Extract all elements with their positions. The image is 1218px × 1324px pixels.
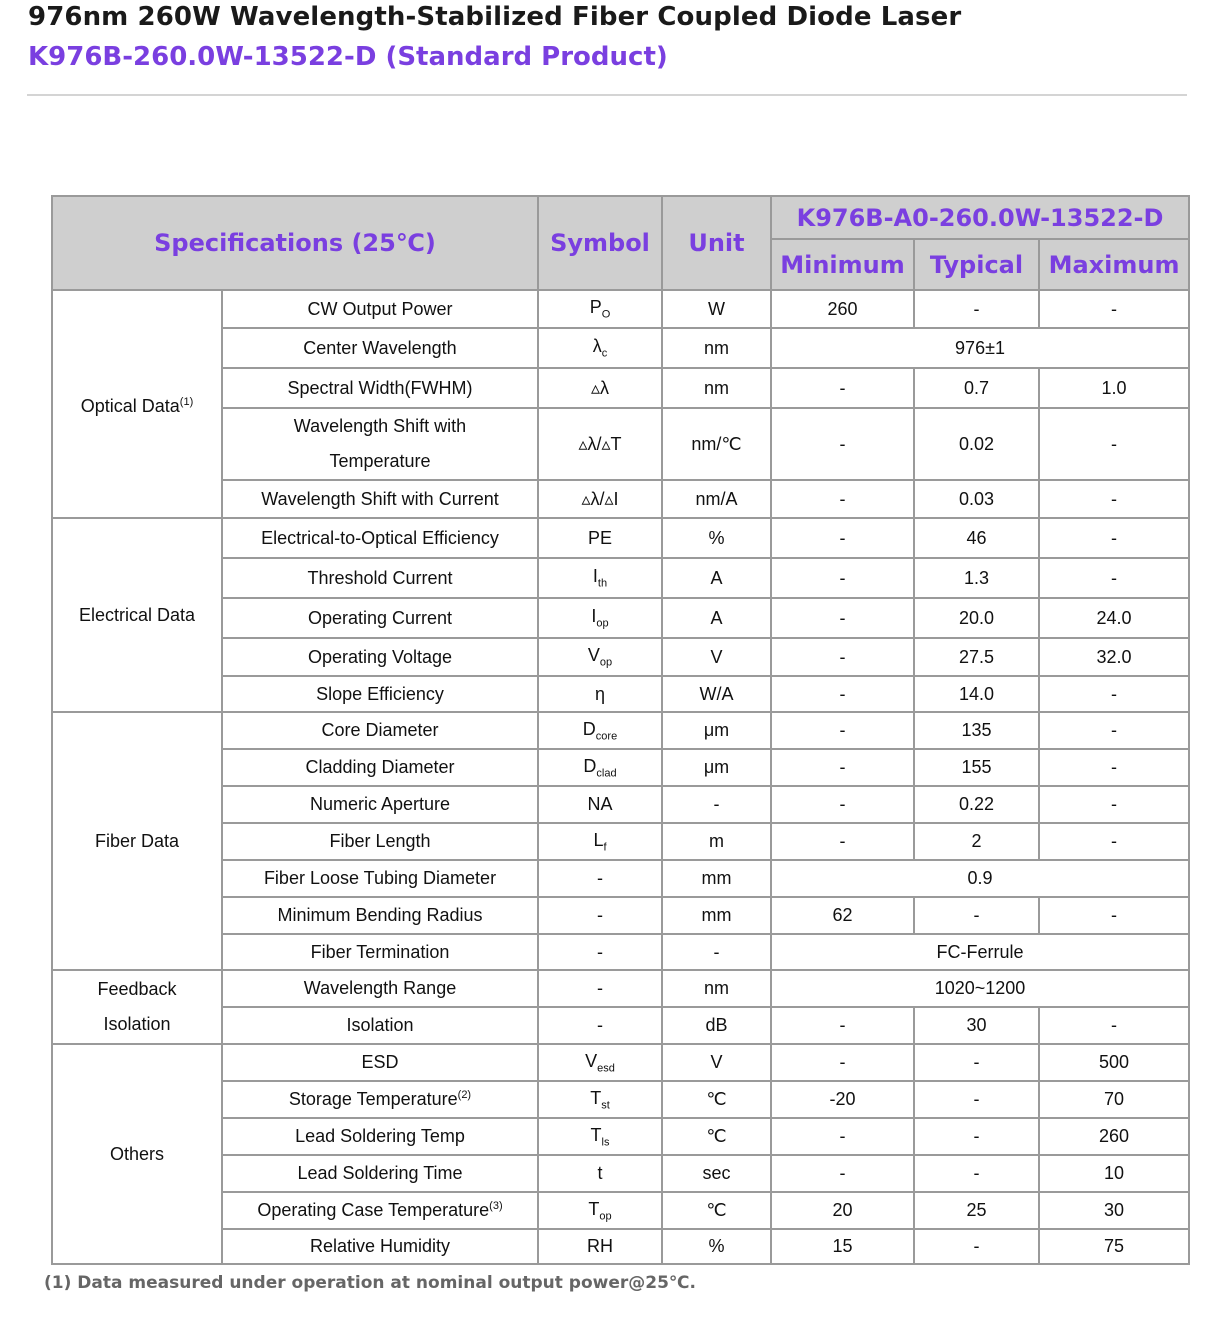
value-min-cell: - xyxy=(771,368,914,408)
value-max-cell: 70 xyxy=(1039,1081,1189,1118)
table-row xyxy=(52,823,1189,860)
symbol-subscript: c xyxy=(601,347,608,360)
group-label-text: Optical Data xyxy=(80,395,180,416)
symbol-cell xyxy=(538,368,662,408)
table-row xyxy=(52,1155,1189,1192)
parameter-name: Threshold Current xyxy=(307,567,453,588)
parameter-name: Core Diameter xyxy=(321,720,439,740)
value-min-cell: 15 xyxy=(771,1229,914,1264)
table-row xyxy=(52,1007,1189,1044)
symbol-text: ▵λ/▵I xyxy=(581,488,619,509)
symbol-cell xyxy=(538,676,662,712)
symbol-text: PE xyxy=(587,527,612,548)
value-typ-cell: - xyxy=(914,1155,1039,1192)
footnote: (1) Data measured under operation at nominal output power@25℃. xyxy=(44,1273,696,1293)
unit-cell: ℃ xyxy=(662,1192,771,1229)
value-max-cell: - xyxy=(1039,518,1189,558)
parameter-name: Cladding Diameter xyxy=(305,757,455,777)
footnote-marker: (1) xyxy=(179,395,194,408)
table-row xyxy=(52,1229,1189,1264)
group-label-text: Fiber Data xyxy=(94,830,180,851)
value-min-cell: 62 xyxy=(771,897,914,934)
symbol-cell xyxy=(538,970,662,1007)
unit-cell: W/A xyxy=(662,676,771,712)
value-min-cell: - xyxy=(771,676,914,712)
symbol-text: η xyxy=(594,683,605,704)
symbol-cell xyxy=(538,1155,662,1192)
symbol-cell xyxy=(538,1229,662,1264)
document-title: 976nm 260W Wavelength-Stabilized Fiber Coupled Diode Laser xyxy=(28,2,962,32)
table-row xyxy=(52,749,1189,786)
value-max-cell: - xyxy=(1039,749,1189,786)
parameter-cell xyxy=(222,676,538,712)
symbol-cell xyxy=(538,786,662,823)
parameter-line: Wavelength Shift with xyxy=(293,416,467,436)
symbol-cell xyxy=(538,1118,662,1155)
unit-cell: A xyxy=(662,598,771,638)
value-span-cell: FC-Ferrule xyxy=(771,934,1189,970)
parameter-name: Numeric Aperture xyxy=(309,794,451,814)
parameter-name: ESD xyxy=(361,1052,399,1072)
parameter-cell xyxy=(222,860,538,897)
unit-cell: - xyxy=(662,934,771,970)
value-typ-cell: 0.03 xyxy=(914,480,1039,518)
value-typ-cell: - xyxy=(914,1118,1039,1155)
table-row xyxy=(52,518,1189,558)
value-min-cell: - xyxy=(771,749,914,786)
parameter-cell xyxy=(222,1155,538,1192)
parameter-name: Slope Efficiency xyxy=(316,683,444,704)
symbol-subscript: op xyxy=(599,656,613,669)
symbol-subscript: core xyxy=(595,730,618,743)
parameter-cell xyxy=(222,1081,538,1118)
value-min-cell: - xyxy=(771,480,914,518)
unit-cell: sec xyxy=(662,1155,771,1192)
unit-cell: μm xyxy=(662,712,771,749)
symbol-text: - xyxy=(597,1015,603,1035)
value-max-cell: - xyxy=(1039,558,1189,598)
table-row xyxy=(52,1118,1189,1155)
header-model: K976B-A0-260.0W-13522-D xyxy=(771,196,1189,239)
group-label-feedback-isolation xyxy=(52,970,222,1044)
value-max-cell: - xyxy=(1039,823,1189,860)
value-span-cell: 976±1 xyxy=(771,328,1189,368)
table-row xyxy=(52,408,1189,480)
header-specifications: Specifications (25℃) xyxy=(52,196,538,290)
symbol-subscript: op xyxy=(596,617,609,630)
value-typ-cell: - xyxy=(914,1044,1039,1081)
table-row xyxy=(52,638,1189,676)
symbol-cell xyxy=(538,1007,662,1044)
table-row xyxy=(52,368,1189,408)
value-min-cell: - xyxy=(771,1155,914,1192)
value-max-cell: 75 xyxy=(1039,1229,1189,1264)
value-typ-cell: - xyxy=(914,1229,1039,1264)
table-row xyxy=(52,328,1189,368)
parameter-name: Operating Voltage xyxy=(307,646,453,667)
value-min-cell: - xyxy=(771,518,914,558)
header-maximum: Maximum xyxy=(1039,239,1189,290)
symbol-cell xyxy=(538,749,662,786)
parameter-name: Fiber Loose Tubing Diameter xyxy=(263,868,497,888)
value-min-cell: -20 xyxy=(771,1081,914,1118)
symbol-subscript: th xyxy=(597,577,608,590)
symbol-text: - xyxy=(597,941,603,962)
parameter-cell xyxy=(222,408,538,480)
table-row xyxy=(52,786,1189,823)
value-min-cell: 260 xyxy=(771,290,914,328)
symbol-cell xyxy=(538,328,662,368)
table-row xyxy=(52,558,1189,598)
symbol-cell xyxy=(538,408,662,480)
group-label-electrical xyxy=(52,518,222,712)
parameter-name: Lead Soldering Temp xyxy=(295,1126,465,1146)
table-row xyxy=(52,676,1189,712)
parameter-cell xyxy=(222,1192,538,1229)
parameter-cell xyxy=(222,480,538,518)
parameter-name: Operating Current xyxy=(307,607,453,628)
symbol-cell xyxy=(538,1044,662,1081)
value-max-cell: - xyxy=(1039,290,1189,328)
unit-cell: nm xyxy=(662,328,771,368)
value-typ-cell: 0.7 xyxy=(914,368,1039,408)
unit-cell: ℃ xyxy=(662,1081,771,1118)
unit-cell: ℃ xyxy=(662,1118,771,1155)
value-min-cell: - xyxy=(771,1044,914,1081)
unit-cell: nm xyxy=(662,368,771,408)
symbol-cell xyxy=(538,897,662,934)
parameter-name: Electrical-to-Optical Efficiency xyxy=(261,527,499,548)
symbol-cell xyxy=(538,518,662,558)
value-max-cell: 24.0 xyxy=(1039,598,1189,638)
value-max-cell: 32.0 xyxy=(1039,638,1189,676)
value-max-cell: - xyxy=(1039,676,1189,712)
unit-cell: mm xyxy=(662,897,771,934)
parameter-name: Operating Case Temperature xyxy=(257,1200,490,1220)
symbol-text: P xyxy=(589,297,602,318)
value-typ-cell: 155 xyxy=(914,749,1039,786)
parameter-cell xyxy=(222,290,538,328)
symbol-text: t xyxy=(597,1163,603,1183)
table-row xyxy=(52,860,1189,897)
unit-cell: m xyxy=(662,823,771,860)
header-unit: Unit xyxy=(662,196,771,290)
symbol-cell xyxy=(538,558,662,598)
value-typ-cell: 14.0 xyxy=(914,676,1039,712)
value-typ-cell: 46 xyxy=(914,518,1039,558)
value-max-cell: 30 xyxy=(1039,1192,1189,1229)
value-min-cell: - xyxy=(771,1118,914,1155)
table-row xyxy=(52,598,1189,638)
symbol-text: T xyxy=(590,1087,602,1108)
symbol-text: D xyxy=(583,755,597,776)
value-max-cell: 500 xyxy=(1039,1044,1189,1081)
parameter-name: Spectral Width(FWHM) xyxy=(287,377,473,398)
symbol-cell xyxy=(538,712,662,749)
footnote-marker: (2) xyxy=(457,1089,472,1101)
table-row xyxy=(52,712,1189,749)
parameter-cell xyxy=(222,598,538,638)
value-min-cell: - xyxy=(771,786,914,823)
symbol-subscript: esd xyxy=(597,1062,615,1075)
group-label-fiber xyxy=(52,712,222,970)
value-typ-cell: 25 xyxy=(914,1192,1039,1229)
parameter-name: Lead Soldering Time xyxy=(297,1163,463,1183)
value-min-cell: 20 xyxy=(771,1192,914,1229)
parameter-name: Minimum Bending Radius xyxy=(277,905,483,925)
unit-cell: mm xyxy=(662,860,771,897)
parameter-cell xyxy=(222,897,538,934)
value-typ-cell: 20.0 xyxy=(914,598,1039,638)
symbol-text: V xyxy=(587,645,600,666)
symbol-cell xyxy=(538,638,662,676)
symbol-text: ▵λ xyxy=(590,377,610,398)
value-max-cell: - xyxy=(1039,712,1189,749)
parameter-cell xyxy=(222,934,538,970)
value-max-cell: - xyxy=(1039,786,1189,823)
table-row xyxy=(52,1081,1189,1118)
spec-table xyxy=(51,195,1190,1265)
value-span-cell: 0.9 xyxy=(771,860,1189,897)
symbol-cell xyxy=(538,934,662,970)
symbol-subscript: O xyxy=(601,308,611,321)
value-max-cell: 260 xyxy=(1039,1118,1189,1155)
symbol-text: λ xyxy=(592,336,602,357)
value-max-cell: - xyxy=(1039,408,1189,480)
symbol-subscript: f xyxy=(603,841,607,854)
value-min-cell: - xyxy=(771,598,914,638)
symbol-subscript: st xyxy=(601,1099,610,1112)
group-label-text: Others xyxy=(109,1143,165,1164)
parameter-line: Temperature xyxy=(329,451,431,471)
parameter-cell xyxy=(222,518,538,558)
value-typ-cell: 27.5 xyxy=(914,638,1039,676)
table-row xyxy=(52,897,1189,934)
symbol-cell xyxy=(538,290,662,328)
symbol-cell xyxy=(538,598,662,638)
group-label-others xyxy=(52,1044,222,1264)
unit-cell: V xyxy=(662,638,771,676)
symbol-text: I xyxy=(591,606,597,627)
parameter-name: Center Wavelength xyxy=(303,337,457,358)
value-min-cell: - xyxy=(771,712,914,749)
value-max-cell: 10 xyxy=(1039,1155,1189,1192)
value-typ-cell: 1.3 xyxy=(914,558,1039,598)
parameter-name: Relative Humidity xyxy=(309,1236,451,1256)
parameter-name: Isolation xyxy=(346,1015,414,1035)
group-label-text: Electrical Data xyxy=(78,604,196,625)
symbol-text: I xyxy=(592,566,598,587)
parameter-name: Wavelength Range xyxy=(303,978,457,998)
symbol-text: T xyxy=(588,1198,600,1219)
value-typ-cell: 0.02 xyxy=(914,408,1039,480)
value-typ-cell: 30 xyxy=(914,1007,1039,1044)
symbol-subscript: op xyxy=(599,1210,612,1223)
parameter-name: Fiber Length xyxy=(329,831,431,851)
value-span-cell: 1020~1200 xyxy=(771,970,1189,1007)
value-typ-cell: 0.22 xyxy=(914,786,1039,823)
unit-cell: % xyxy=(662,518,771,558)
symbol-cell xyxy=(538,1192,662,1229)
unit-cell: - xyxy=(662,786,771,823)
table-row xyxy=(52,1192,1189,1229)
unit-cell: nm/℃ xyxy=(662,408,771,480)
unit-cell: nm/A xyxy=(662,480,771,518)
parameter-cell xyxy=(222,328,538,368)
header-symbol: Symbol xyxy=(538,196,662,290)
symbol-text: - xyxy=(597,868,603,888)
table-row xyxy=(52,934,1189,970)
value-max-cell: 1.0 xyxy=(1039,368,1189,408)
value-typ-cell: - xyxy=(914,290,1039,328)
symbol-text: - xyxy=(597,978,603,998)
parameter-cell xyxy=(222,1229,538,1264)
symbol-text: T xyxy=(590,1124,602,1145)
parameter-name: Storage Temperature xyxy=(288,1089,458,1109)
header-minimum: Minimum xyxy=(771,239,914,290)
parameter-cell xyxy=(222,786,538,823)
unit-cell: % xyxy=(662,1229,771,1264)
group-label-line: Isolation xyxy=(103,1014,171,1034)
parameter-cell xyxy=(222,1007,538,1044)
table-row xyxy=(52,290,1189,328)
value-min-cell: - xyxy=(771,408,914,480)
unit-cell: nm xyxy=(662,970,771,1007)
group-label-line: Feedback xyxy=(97,979,177,999)
unit-cell: μm xyxy=(662,749,771,786)
value-typ-cell: - xyxy=(914,897,1039,934)
value-typ-cell: - xyxy=(914,1081,1039,1118)
parameter-cell xyxy=(222,368,538,408)
parameter-cell xyxy=(222,638,538,676)
table-row xyxy=(52,970,1189,1007)
symbol-cell xyxy=(538,480,662,518)
header-typical: Typical xyxy=(914,239,1039,290)
parameter-cell xyxy=(222,712,538,749)
symbol-text: - xyxy=(597,905,603,925)
value-max-cell: - xyxy=(1039,1007,1189,1044)
symbol-text: NA xyxy=(587,794,613,814)
table-row xyxy=(52,480,1189,518)
group-label-optical xyxy=(52,290,222,518)
parameter-cell xyxy=(222,1118,538,1155)
parameter-cell xyxy=(222,749,538,786)
symbol-text: RH xyxy=(587,1236,613,1256)
parameter-cell xyxy=(222,970,538,1007)
value-min-cell: - xyxy=(771,823,914,860)
parameter-name: Fiber Termination xyxy=(310,941,450,962)
symbol-text: ▵λ/▵T xyxy=(578,433,622,454)
symbol-subscript: clad xyxy=(596,767,617,780)
value-typ-cell: 135 xyxy=(914,712,1039,749)
symbol-text: D xyxy=(582,718,596,739)
value-min-cell: - xyxy=(771,638,914,676)
symbol-cell xyxy=(538,823,662,860)
footnote-marker: (3) xyxy=(489,1200,503,1212)
value-max-cell: - xyxy=(1039,897,1189,934)
symbol-subscript: ls xyxy=(601,1136,610,1149)
value-min-cell: - xyxy=(771,1007,914,1044)
spec-table-body xyxy=(52,290,1189,1264)
divider xyxy=(27,94,1187,96)
value-typ-cell: 2 xyxy=(914,823,1039,860)
parameter-name: Wavelength Shift with Current xyxy=(261,488,499,509)
parameter-cell xyxy=(222,823,538,860)
table-row xyxy=(52,1044,1189,1081)
parameter-cell xyxy=(222,1044,538,1081)
parameter-cell xyxy=(222,558,538,598)
symbol-text: L xyxy=(593,829,604,850)
symbol-cell xyxy=(538,860,662,897)
unit-cell: W xyxy=(662,290,771,328)
unit-cell: V xyxy=(662,1044,771,1081)
symbol-text: V xyxy=(585,1050,598,1071)
symbol-cell xyxy=(538,1081,662,1118)
unit-cell: dB xyxy=(662,1007,771,1044)
value-min-cell: - xyxy=(771,558,914,598)
value-max-cell: - xyxy=(1039,480,1189,518)
unit-cell: A xyxy=(662,558,771,598)
parameter-name: CW Output Power xyxy=(307,298,453,319)
product-subtitle: K976B-260.0W-13522-D (Standard Product) xyxy=(28,42,668,72)
